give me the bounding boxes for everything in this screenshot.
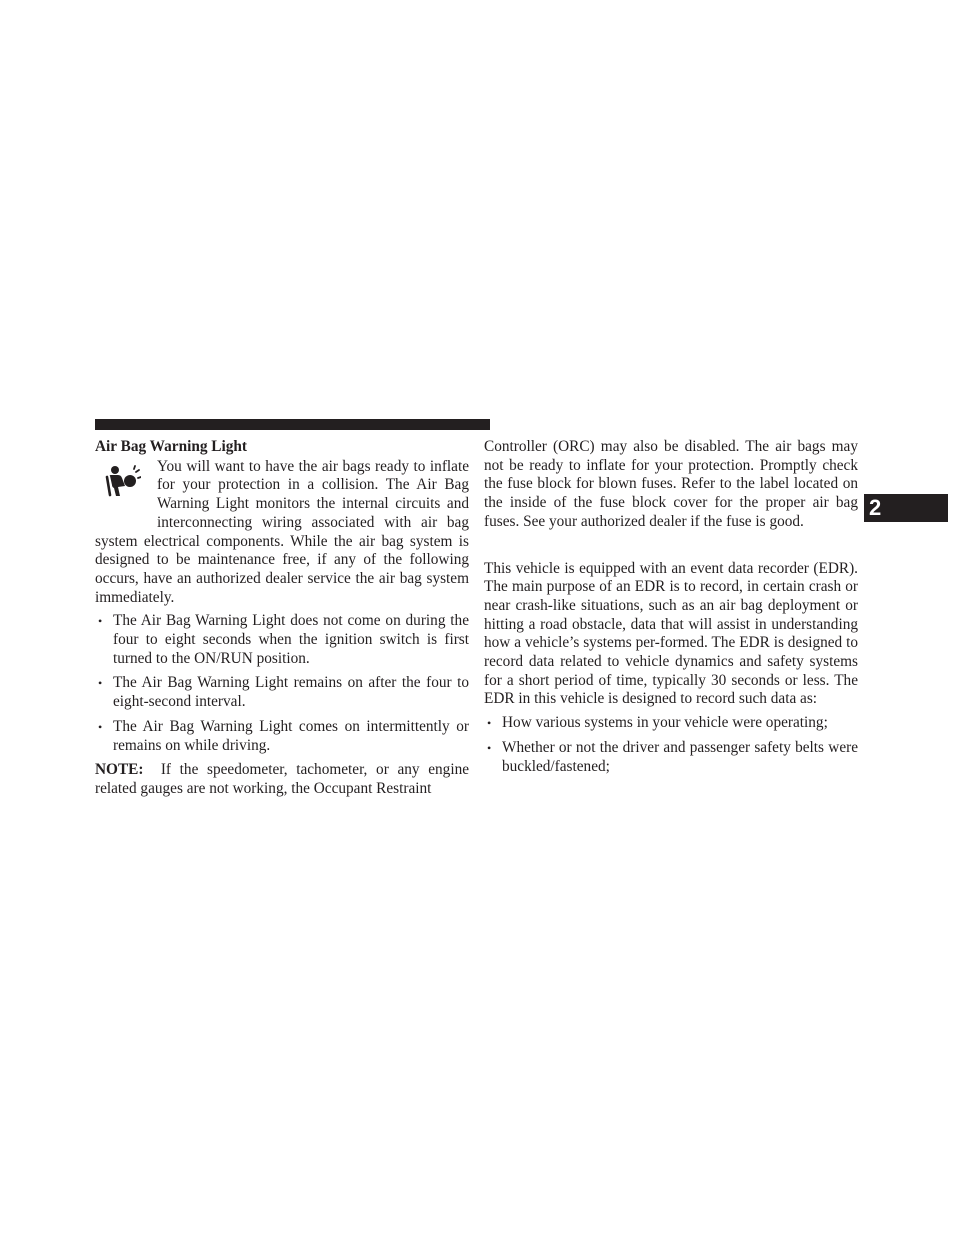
note-label: NOTE: — [95, 761, 144, 779]
list-item: • How various systems in your vehicle were operating; — [484, 714, 858, 733]
chapter-tab: 2 — [864, 494, 948, 522]
intro-paragraph: You will want to have the air bags ready to inflate for your protection in a collision. The Air Bag Warning Light monitors the internal circuits and interconnecting wiring associated with air bag system electrical components. While the air bag system is designed to be maintenance free, if any of the following occurs, have an authorized dealer service the air bag system immediately. — [95, 457, 469, 606]
section-heading: Air Bag Warning Light — [95, 438, 248, 455]
edr-data-list — [484, 714, 858, 776]
airbag-warning-icon-graphic — [105, 465, 141, 499]
edr-paragraph: This vehicle is equipped with an event data recorder (EDR). The main purpose of an EDR is to record, in certain crash or near crash-like situations, such as an air bag deployment or hitting a road obstacle, data that will assist in understanding how a vehicle’s systems per-formed. The EDR is designed to record data related to vehicle dynamics and safety systems for a short period of time, typically 30 seconds or less. The EDR in this vehicle is designed to record such data as: — [484, 559, 858, 708]
right-column — [484, 438, 858, 782]
list-item: • The Air Bag Warning Light does not come on during the four to eight seconds when the ignition switch is first turned to the ON/RUN position. — [95, 612, 469, 668]
note-text: If the speedometer, tachometer, or any engine related gauges are not working, the Occupant Restraint — [95, 761, 470, 797]
airbag-warning-icon — [95, 459, 157, 515]
continued-paragraph: Controller (ORC) may also be disabled. The air bags may not be ready to inflate for your protection. Promptly check the fuse block for blown fuses. Refer to the label located on the inside of the fuse block cover for the proper air bag fuses. See your authorized dealer if the fuse is good. — [484, 438, 858, 530]
list-item: • Whether or not the driver and passenger safety belts were buckled/fastened; — [484, 739, 858, 776]
list-item: • The Air Bag Warning Light comes on intermittently or remains on while driving. — [95, 718, 469, 755]
note-paragraph — [95, 761, 469, 798]
list-item: • The Air Bag Warning Light remains on after the four to eight-second interval. — [95, 674, 469, 711]
warning-conditions-list — [95, 612, 469, 755]
left-column — [95, 438, 469, 799]
section-gap — [484, 532, 858, 560]
section-rule-bar — [95, 419, 490, 430]
